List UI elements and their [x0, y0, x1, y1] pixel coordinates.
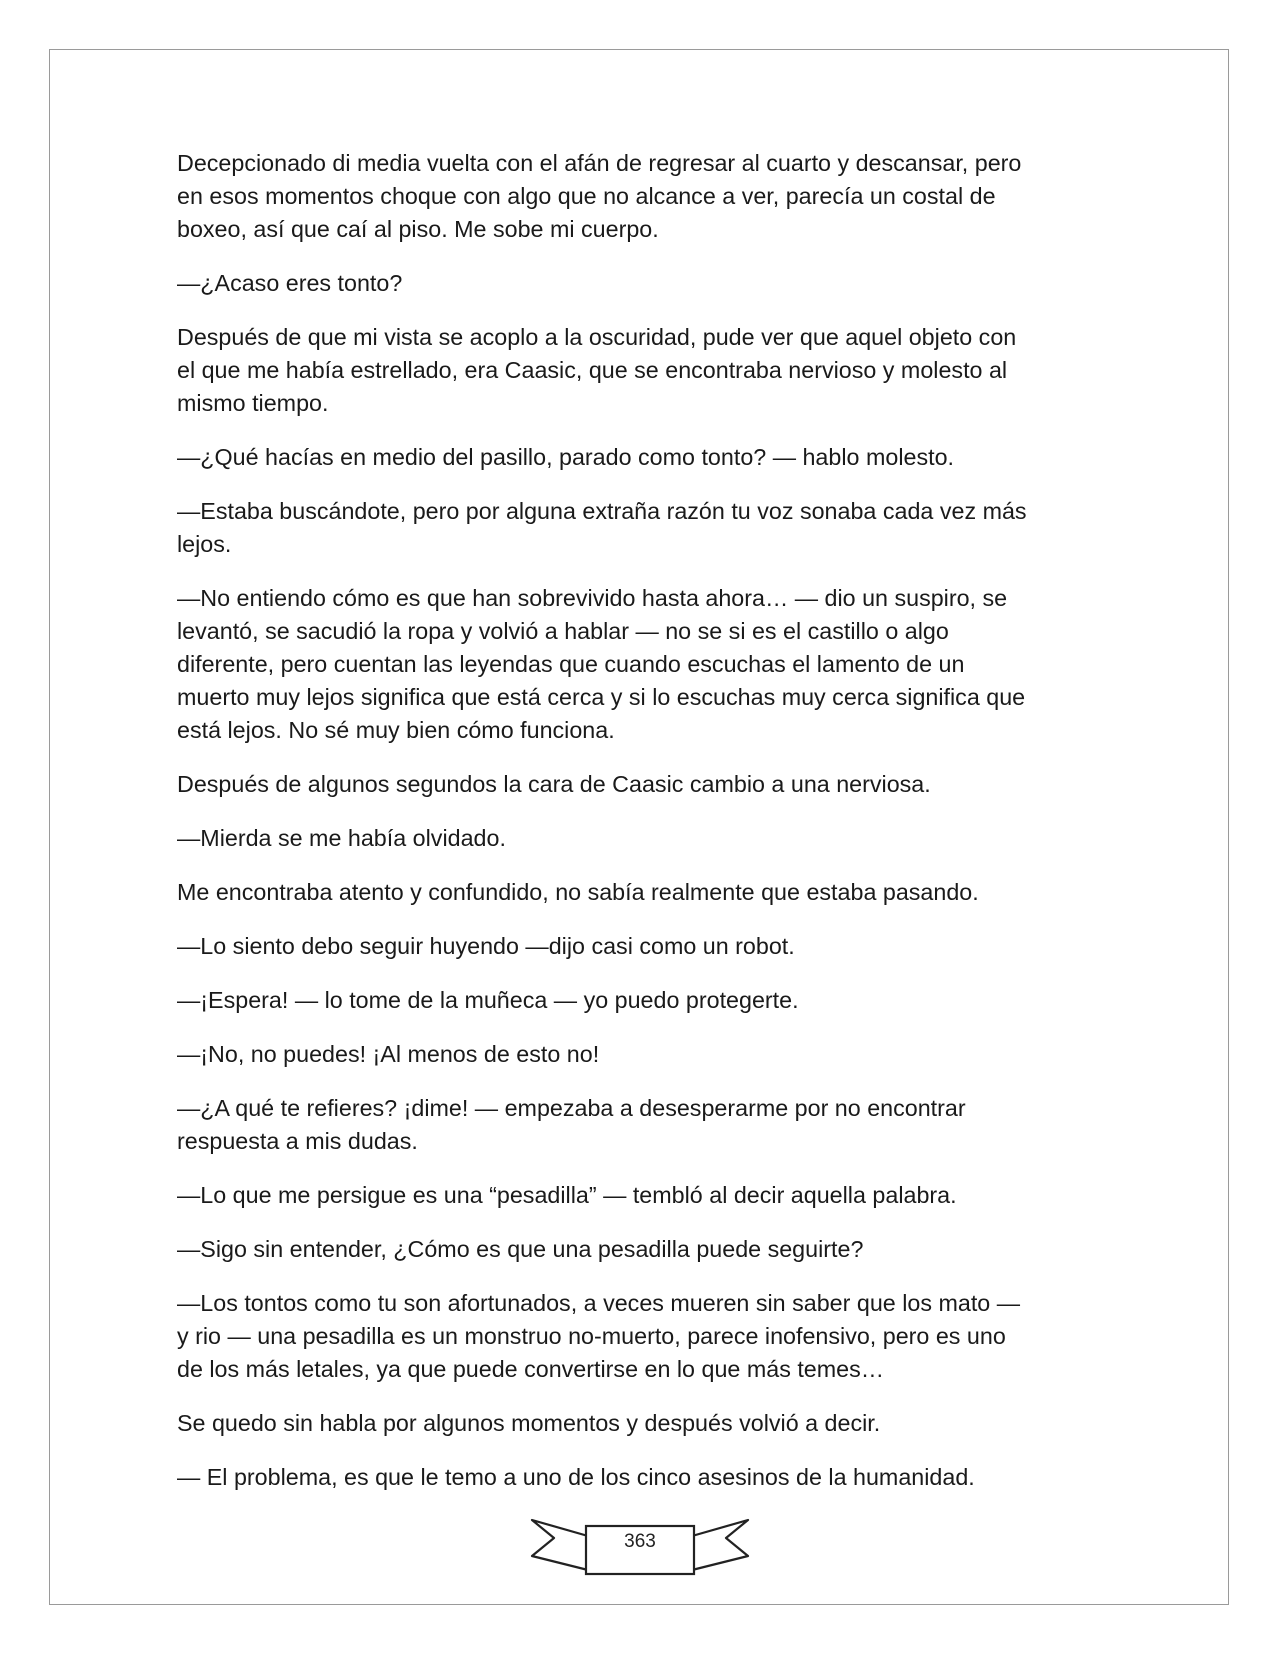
paragraph: Después de algunos segundos la cara de Caasic cambio a una nerviosa. [177, 771, 931, 797]
paragraph: —Sigo sin entender, ¿Cómo es que una pesadilla puede seguirte? [177, 1236, 864, 1262]
body-text [177, 147, 1117, 1515]
page-number-banner [528, 1516, 752, 1582]
paragraph: —Estaba buscándote, pero por alguna extraña razón tu voz sonaba cada vez más lejos. [177, 498, 1027, 557]
paragraph: —¿A qué te refieres? ¡dime! — empezaba a desesperarme por no encontrar respuesta a mis dudas. [177, 1095, 966, 1154]
paragraph: Después de que mi vista se acoplo a la oscuridad, pude ver que aquel objeto con el que me había estrellado, era Caasic, que se encontraba nervioso y molesto al mismo tiempo. [177, 324, 1017, 416]
paragraph: —No entiendo cómo es que han sobrevivido hasta ahora… — dio un suspiro, se levantó, se sacudió la ropa y volvió a hablar — no se si es el castillo o algo diferente, pero cuentan las leyendas que cuando escuchas el lamento de un muerto muy lejos significa que está cerca y si lo escuchas muy cerca significa que está lejos. No sé muy bien cómo funciona. [177, 585, 1026, 743]
paragraph: —¿Acaso eres tonto? [177, 270, 403, 296]
paragraph: —Lo que me persigue es una “pesadilla” — tembló al decir aquella palabra. [177, 1182, 957, 1208]
paragraph: —¡Espera! — lo tome de la muñeca — yo puedo protegerte. [177, 987, 799, 1013]
paragraph: —Los tontos como tu son afortunados, a veces mueren sin saber que los mato — y rio — una pesadilla es un monstruo no-muerto, parece inofensivo, pero es uno de los más letales, ya que puede convertirse en lo que más temes… [177, 1290, 1021, 1382]
paragraph: —Mierda se me había olvidado. [177, 825, 506, 851]
paragraph: Me encontraba atento y confundido, no sabía realmente que estaba pasando. [177, 879, 979, 905]
paragraph: —¿Qué hacías en medio del pasillo, parado como tonto? — hablo molesto. [177, 444, 954, 470]
paragraph: —¡No, no puedes! ¡Al menos de esto no! [177, 1041, 600, 1067]
paragraph: Decepcionado di media vuelta con el afán de regresar al cuarto y descansar, pero en esos momentos choque con algo que no alcance a ver, parecía un costal de boxeo, así que caí al piso. Me sobe mi cuerpo. [177, 150, 1022, 242]
paragraph: —Lo siento debo seguir huyendo —dijo casi como un robot. [177, 933, 795, 959]
paragraph: — El problema, es que le temo a uno de los cinco asesinos de la humanidad. [177, 1464, 975, 1490]
page-number: 363 [624, 1531, 656, 1552]
paragraph: Se quedo sin habla por algunos momentos y después volvió a decir. [177, 1410, 881, 1436]
